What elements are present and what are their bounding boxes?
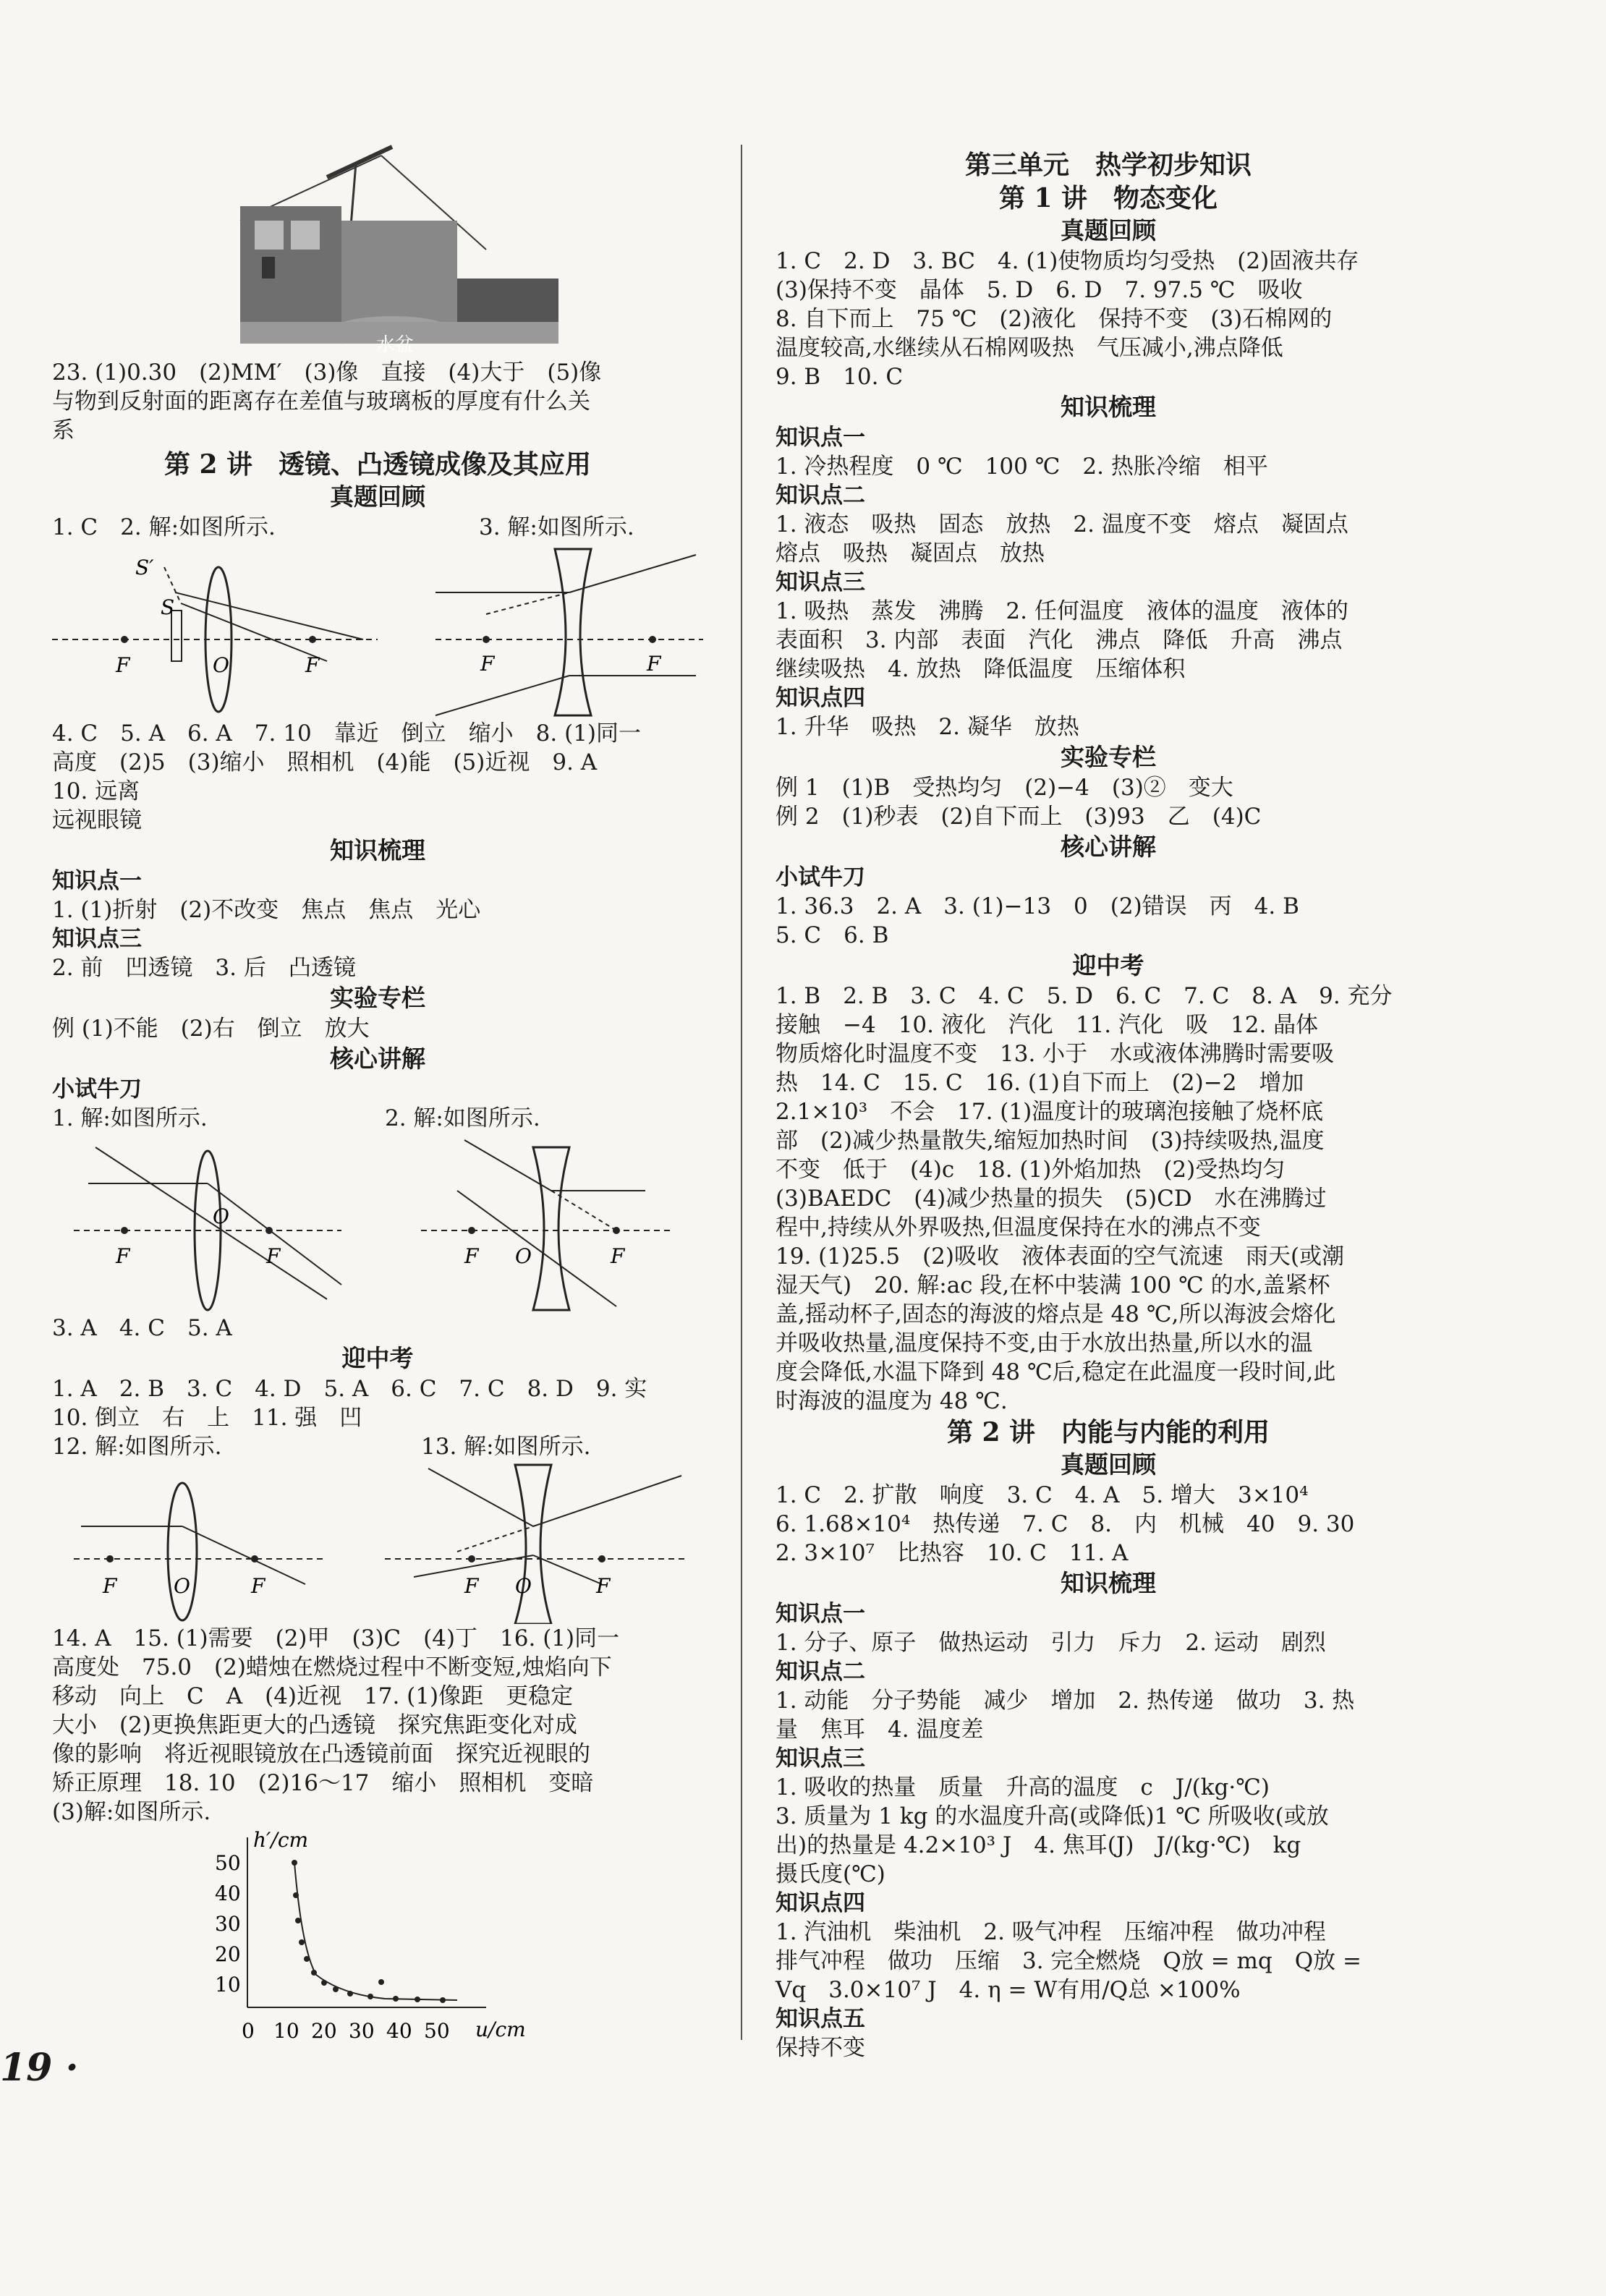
x-tick: 0 bbox=[242, 2019, 255, 2043]
y-tick: 20 bbox=[215, 1942, 241, 1966]
lesson-2-title: 第 2 讲 透镜、凸透镜成像及其应用 bbox=[163, 449, 592, 480]
label-o: O bbox=[515, 1574, 532, 1598]
text-line: 温度较高,水继续从石棉网吸热 气压减小,沸点降低 bbox=[776, 335, 1283, 361]
label-o: O bbox=[213, 1204, 229, 1228]
text-line: 13. 解:如图所示. bbox=[421, 1434, 591, 1460]
text-line: 继续吸热 4. 放热 降低温度 压缩体积 bbox=[776, 656, 1186, 682]
text-line: 2. 3×10⁷ 比热容 10. C 11. A bbox=[776, 1540, 1129, 1566]
text-line: 矫正原理 18. 10 (2)16～17 缩小 照相机 变暗 bbox=[52, 1770, 594, 1796]
x-tick: 10 bbox=[273, 2019, 299, 2043]
label-o: O bbox=[174, 1574, 190, 1598]
knowledge-point-label: 知识点二 bbox=[776, 1659, 865, 1685]
text-line: 2. 解:如图所示. bbox=[385, 1105, 540, 1131]
y-tick: 40 bbox=[215, 1882, 241, 1905]
try-row bbox=[52, 1104, 703, 1133]
review-answers bbox=[52, 719, 703, 835]
x-tick: 20 bbox=[311, 2019, 337, 2043]
review-figures bbox=[52, 542, 703, 719]
page-number: 19 · bbox=[0, 2046, 79, 2090]
label-f: F bbox=[611, 1244, 625, 1268]
text-line: 3. 解:如图所示. bbox=[479, 514, 634, 540]
y-tick: 50 bbox=[215, 1851, 241, 1875]
try-title: 小试牛刀 bbox=[52, 1076, 142, 1102]
knowledge-point-label: 知识点五 bbox=[776, 2006, 865, 2032]
left-column bbox=[52, 141, 703, 2044]
text-line: 高度 (2)5 (3)缩小 照相机 (4)能 (5)近视 9. A bbox=[52, 749, 598, 775]
text-line: 8. 自下而上 75 ℃ (2)液化 保持不变 (3)石棉网的 bbox=[776, 306, 1333, 332]
text-line: 表面积 3. 内部 表面 汽化 沸点 降低 升高 沸点 bbox=[776, 627, 1343, 653]
text-line: 1. 冷热程度 0 ℃ 100 ℃ 2. 热胀冷缩 相平 bbox=[776, 454, 1268, 480]
text-line: 排气冲程 做功 压缩 3. 完全燃烧 Q放 = mq Q放 = bbox=[776, 1948, 1362, 1974]
text-line: 例 2 (1)秒表 (2)自下而上 (3)93 乙 (4)C bbox=[776, 804, 1262, 830]
text-line: 1. 升华 吸热 2. 凝华 放热 bbox=[776, 714, 1079, 740]
text-line: 与物到反射面的距离存在差值与玻璃板的厚度有什么关 bbox=[52, 388, 590, 414]
label-f: F bbox=[464, 1244, 479, 1268]
image-height-graph bbox=[52, 1827, 703, 2044]
text-line: (3)保持不变 晶体 5. D 6. D 7. 97.5 ℃ 吸收 bbox=[776, 277, 1303, 303]
x-axis-label: u/cm bbox=[475, 2017, 526, 2041]
try-figures bbox=[52, 1133, 703, 1314]
section-review-heading: 真题回顾 bbox=[1061, 216, 1156, 245]
text-line: 并吸收热量,温度保持不变,由于水放出热量,所以水的温 bbox=[776, 1330, 1313, 1356]
text-line: 12. 解:如图所示. bbox=[52, 1434, 222, 1460]
text-line: 2.1×10³ 不会 17. (1)温度计的玻璃泡接触了烧杯底 bbox=[776, 1099, 1324, 1125]
text-line: 程中,持续从外界吸热,但温度保持在水的沸点不变 bbox=[776, 1215, 1261, 1241]
text-line: 1. 液态 吸热 固态 放热 2. 温度不变 熔点 凝固点 bbox=[776, 511, 1348, 537]
text-line: 系 bbox=[52, 417, 75, 443]
text-line: 熔点 吸热 凝固点 放热 bbox=[776, 540, 1045, 566]
label-s: S bbox=[161, 595, 175, 619]
x-tick: 40 bbox=[386, 2019, 412, 2043]
text-line: 保持不变 bbox=[776, 2035, 865, 2061]
knowledge-point-label: 知识点三 bbox=[776, 569, 865, 595]
section-review-heading: 真题回顾 bbox=[1061, 1450, 1156, 1479]
text-line: Vq 3.0×10⁷ J 4. η = W有用/Q总 ×100% bbox=[776, 1977, 1241, 2003]
y-tick: 30 bbox=[215, 1912, 241, 1936]
section-knowledge-heading: 知识梳理 bbox=[1061, 393, 1156, 421]
basin-label: 水盆 bbox=[376, 333, 415, 355]
unit-title: 第三单元 热学初步知识 bbox=[964, 150, 1252, 180]
text-line: 时海波的温度为 48 ℃. bbox=[776, 1388, 1008, 1414]
text-line: 5. C 6. B bbox=[776, 922, 889, 948]
section-knowledge-heading: 知识梳理 bbox=[330, 836, 425, 864]
text-line: 度会降低,水温下降到 48 ℃后,稳定在此温度一段时间,此 bbox=[776, 1359, 1336, 1385]
try-title: 小试牛刀 bbox=[776, 864, 865, 890]
text-line: 不变 低于 (4)c 18. (1)外焰加热 (2)受热均匀 bbox=[776, 1157, 1286, 1183]
section-core-heading: 核心讲解 bbox=[1061, 833, 1156, 861]
y-axis-label: h′/cm bbox=[253, 1828, 309, 1852]
text-line: 1. 分子、原子 做热运动 引力 斥力 2. 运动 剧烈 bbox=[776, 1630, 1326, 1656]
x-tick: 50 bbox=[424, 2019, 450, 2043]
text-line: 1. (1)折射 (2)不改变 焦点 焦点 光心 bbox=[52, 897, 481, 923]
knowledge-point-label: 知识点四 bbox=[776, 1890, 865, 1916]
text-line: 移动 向上 C A (4)近视 17. (1)像距 更稳定 bbox=[52, 1683, 574, 1709]
section-exam-heading: 迎中考 bbox=[1072, 951, 1144, 979]
text-line: (3)BAEDC (4)减少热量的损失 (5)CD 水在沸腾过 bbox=[776, 1186, 1327, 1212]
knowledge-point-label: 知识点三 bbox=[776, 1746, 865, 1772]
text-line: 9. B 10. C bbox=[776, 364, 904, 390]
text-line: 摄氏度(℃) bbox=[776, 1861, 885, 1887]
label-f: F bbox=[480, 652, 495, 676]
text-line: 6. 1.68×10⁴ 热传递 7. C 8. 内 机械 40 9. 30 bbox=[776, 1511, 1355, 1537]
mirror-experiment-picture bbox=[52, 141, 703, 358]
knowledge-point-label: 知识点一 bbox=[776, 1601, 865, 1627]
column-divider bbox=[741, 145, 742, 2040]
text-line: 远视眼镜 bbox=[52, 807, 142, 833]
text-line: 14. A 15. (1)需要 (2)甲 (3)C (4)丁 16. (1)同一 bbox=[52, 1625, 620, 1651]
text-line: 量 焦耳 4. 温度差 bbox=[776, 1717, 984, 1743]
section-knowledge-heading: 知识梳理 bbox=[1061, 1569, 1156, 1597]
section-experiment-heading: 实验专栏 bbox=[1061, 743, 1156, 771]
text-line: 3. 质量为 1 kg 的水温度升高(或降低)1 ℃ 所吸收(或放 bbox=[776, 1803, 1329, 1829]
exam-answers-2 bbox=[52, 1624, 703, 1827]
lens-ray-diagrams-exam bbox=[52, 1461, 703, 1624]
x-tick: 30 bbox=[349, 2019, 375, 2043]
text-line: 19. (1)25.5 (2)吸收 液体表面的空气流速 雨天(或潮 bbox=[776, 1243, 1345, 1270]
label-o: O bbox=[515, 1244, 532, 1268]
text-line: 例 (1)不能 (2)右 倒立 放大 bbox=[52, 1016, 370, 1042]
text-line: 接触 −4 10. 液化 汽化 11. 汽化 吸 12. 晶体 bbox=[776, 1012, 1319, 1038]
text-line: 像的影响 将近视眼镜放在凸透镜前面 探究近视眼的 bbox=[52, 1741, 590, 1767]
text-line: 10. 远离 bbox=[52, 778, 140, 804]
review-row-1 bbox=[52, 513, 703, 542]
knowledge-point-label: 知识点四 bbox=[776, 685, 865, 711]
exam-row bbox=[52, 1432, 703, 1461]
text-line: 1. A 2. B 3. C 4. D 5. A 6. C 7. C 8. D 9. 实 bbox=[52, 1376, 647, 1402]
label-f: F bbox=[116, 1244, 130, 1268]
label-s-prime: S′ bbox=[135, 556, 154, 579]
label-f: F bbox=[251, 1574, 265, 1598]
section-core-heading: 核心讲解 bbox=[330, 1045, 425, 1073]
lesson-2-title: 第 2 讲 内能与内能的利用 bbox=[946, 1417, 1270, 1447]
label-o: O bbox=[213, 653, 229, 677]
label-f: F bbox=[266, 1244, 281, 1268]
text-line: 部 (2)减少热量散失,缩短加热时间 (3)持续吸热,温度 bbox=[776, 1128, 1325, 1154]
text-line: 2. 前 凹透镜 3. 后 凸透镜 bbox=[52, 955, 356, 981]
text-line: 1. C 2. 解:如图所示. bbox=[52, 514, 276, 540]
section-experiment-heading: 实验专栏 bbox=[330, 984, 425, 1012]
lesson-1-title: 第 1 讲 物态变化 bbox=[998, 183, 1218, 213]
h-vs-u-graph bbox=[52, 1827, 703, 2044]
text-line: 1. 36.3 2. A 3. (1)−13 0 (2)错误 丙 4. B bbox=[776, 893, 1299, 919]
knowledge-point-label: 知识点一 bbox=[52, 868, 142, 894]
text-line: 1. 吸收的热量 质量 升高的温度 c J/(kg·℃) bbox=[776, 1774, 1270, 1800]
text-line: 1. 解:如图所示. bbox=[52, 1105, 208, 1131]
label-f: F bbox=[103, 1574, 117, 1598]
right-column bbox=[776, 148, 1441, 2062]
well-water-basin-illustration bbox=[52, 141, 703, 358]
text-line: 4. C 5. A 6. A 7. 10 靠近 倒立 缩小 8. (1)同一 bbox=[52, 720, 642, 747]
lens-ray-diagrams bbox=[52, 1133, 703, 1314]
label-f: F bbox=[305, 653, 320, 677]
text-line: 出)的热量是 4.2×10³ J 4. 焦耳(J) J/(kg·℃) kg bbox=[776, 1832, 1301, 1858]
exam-figures bbox=[52, 1461, 703, 1624]
text-line: 热 14. C 15. C 16. (1)自下而上 (2)−2 增加 bbox=[776, 1070, 1304, 1096]
label-f: F bbox=[596, 1574, 611, 1598]
text-line: 1. 汽油机 柴油机 2. 吸气冲程 压缩冲程 做功冲程 bbox=[776, 1919, 1326, 1945]
knowledge-point-label: 知识点一 bbox=[776, 425, 865, 451]
text-line: 湿天气) 20. 解:ac 段,在杯中装满 100 ℃ 的水,盖紧杯 bbox=[776, 1272, 1330, 1298]
question-23 bbox=[52, 358, 703, 445]
label-f: F bbox=[464, 1574, 479, 1598]
text-line: 10. 倒立 右 上 11. 强 凹 bbox=[52, 1405, 362, 1431]
text-line: (3)解:如图所示. bbox=[52, 1799, 211, 1825]
text-line: 1. 吸热 蒸发 沸腾 2. 任何温度 液体的温度 液体的 bbox=[776, 598, 1348, 624]
text-line: 大小 (2)更换焦距更大的凸透镜 探究焦距变化对成 bbox=[52, 1712, 577, 1738]
section-review-heading: 真题回顾 bbox=[330, 482, 425, 511]
text-line: 高度处 75.0 (2)蜡烛在燃烧过程中不断变短,烛焰向下 bbox=[52, 1654, 612, 1680]
text-line: 例 1 (1)B 受热均匀 (2)−4 (3)② 变大 bbox=[776, 775, 1233, 801]
text-line: 23. (1)0.30 (2)MM′ (3)像 直接 (4)大于 (5)像 bbox=[52, 360, 602, 386]
y-tick: 10 bbox=[215, 1973, 241, 1997]
label-f: F bbox=[647, 652, 661, 676]
text-line: 1. C 2. 扩散 响度 3. C 4. A 5. 增大 3×10⁴ bbox=[776, 1482, 1309, 1508]
label-f: F bbox=[116, 653, 130, 677]
text-line: 盖,摇动杯子,固态的海波的熔点是 48 ℃,所以海波会熔化 bbox=[776, 1301, 1336, 1327]
text-line: 物质熔化时温度不变 13. 小于 水或液体沸腾时需要吸 bbox=[776, 1041, 1335, 1067]
text-line: 3. A 4. C 5. A bbox=[52, 1315, 232, 1341]
knowledge-point-label: 知识点三 bbox=[52, 926, 142, 952]
text-line: 1. B 2. B 3. C 4. C 5. D 6. C 7. C 8. A 9. 充分 bbox=[776, 983, 1393, 1009]
convex-lens-diagram bbox=[52, 542, 703, 719]
text-line: 1. C 2. D 3. BC 4. (1)使物质均匀受热 (2)固液共存 bbox=[776, 248, 1359, 274]
text-line: 1. 动能 分子势能 减少 增加 2. 热传递 做功 3. 热 bbox=[776, 1688, 1355, 1714]
knowledge-point-label: 知识点二 bbox=[776, 482, 865, 509]
section-exam-heading: 迎中考 bbox=[341, 1344, 414, 1372]
